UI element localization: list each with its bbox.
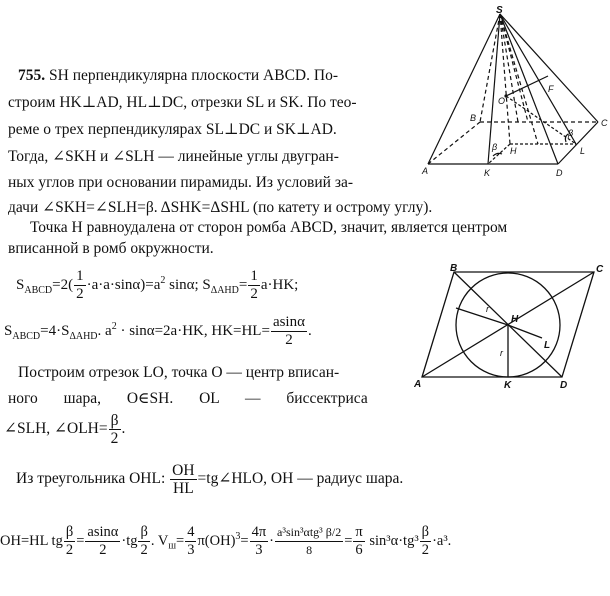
pyramid-figure	[418, 4, 608, 184]
svg-text:D: D	[556, 168, 563, 178]
svg-text:A: A	[414, 379, 422, 390]
fraction-oh-hl: $\frac{OH}{HL}$	[172, 462, 195, 497]
fraction-d: $\frac{4}{3}$	[187, 524, 195, 558]
formula-volume: OH=HL tg $\frac{\beta}{2}$ = $\frac{asin\alpha}{2}$ ·tg $\frac{\beta}{2}$ . $V_ш=$ $\frac{4}{3}$ π(OH)$^3$= $\frac{4\pi}{3}$ · $\frac{\text{a³sin³αtg³ β/2}}{8}$ = $\frac{\pi}{6}$ sin³α·tg³ $\frac{\beta}{2}$ ·a³.	[0, 524, 452, 558]
fraction-hk: $\frac{asin\alpha}{2}$	[272, 314, 305, 348]
svg-text:B: B	[470, 113, 477, 123]
para3-line-1: Построим отрезок LO, точка O — центр вписан-	[18, 364, 340, 381]
formula-area-1: $S_{ABCD}=2$( $\frac{1}{2}$ $\cdot a\cdot a\cdot\sin\alpha)=a^2$ sinα; $S_{\Delta AHD}=$ $\frac{1}{2}$ a·HK;	[16, 268, 299, 302]
fraction-half-2: $\frac{1}{2}$	[250, 268, 258, 302]
problem-line-5: ных углов при основании пирамиды. Из условий за-	[8, 174, 353, 191]
svg-text:H: H	[510, 146, 517, 156]
svg-text:K: K	[504, 380, 512, 391]
svg-text:S: S	[496, 5, 503, 16]
fraction-half-1: $\frac{1}{2}$	[76, 268, 84, 302]
problem-line-6: дачи ∠SKH=∠SLH=β. ΔSHK=ΔSHL (по катету и острому углу).	[8, 199, 433, 216]
problem-line-7: Точка H равноудалена от сторон ромба ABCD, значит, является центром	[30, 219, 508, 236]
svg-text:r: r	[486, 304, 489, 314]
para3-line-3: ∠SLH, ∠OLH= $\frac{\beta}{2}$ .	[4, 412, 126, 447]
problem-line-8: вписанной в ромб окружности.	[8, 240, 214, 257]
formula-area-2: $S_{ABCD}=4\cdot S_{\Delta AHD}$. $a^2 \cdot \sin\alpha=2a\cdot HK$, HK=HL= $\frac{asin\alpha}{2}$ .	[4, 314, 312, 348]
problem-line-2: строим HK⊥AD, HL⊥DC, отрезки SL и SK. По тео-	[8, 94, 357, 111]
svg-text:r: r	[500, 348, 503, 358]
problem-line-4: Тогда, ∠SKH и ∠SLH — линейные углы двугран-	[8, 148, 339, 165]
formula-triangle: Из треугольника OHL: $\frac{OH}{HL}$ =tg∠HLO, OH — радиус шара.	[16, 462, 404, 497]
problem-line-3: реме о трех перпендикулярах SL⊥DC и SK⊥AD.	[8, 121, 337, 138]
problem-line-1: 755. SH перпендикулярна плоскости ABCD. По-	[18, 67, 338, 84]
fraction-g: $\frac{\pi}{6}$	[355, 524, 363, 558]
svg-text:A: A	[422, 166, 429, 176]
rhombus-figure	[414, 262, 610, 392]
fraction-h: $\frac{\beta}{2}$	[421, 524, 430, 558]
fraction-a: $\frac{\beta}{2}$	[65, 524, 74, 558]
svg-text:K: K	[484, 168, 491, 178]
svg-text:β: β	[492, 142, 498, 152]
svg-text:C: C	[601, 118, 608, 128]
svg-text:D: D	[560, 380, 568, 391]
fraction-f: $\frac{\text{a³sin³αtg³ β/2}}{8}$	[277, 525, 342, 557]
svg-text:L: L	[544, 340, 551, 351]
svg-text:β: β	[568, 128, 574, 138]
fraction-beta-half: $\frac{\beta}{2}$	[110, 412, 119, 447]
svg-text:C: C	[596, 264, 604, 275]
svg-text:F: F	[548, 84, 554, 94]
svg-text:B: B	[450, 263, 458, 274]
fraction-b: $\frac{asin\alpha}{2}$	[87, 524, 119, 558]
svg-text:H: H	[511, 314, 519, 325]
problem-number: 755.	[18, 67, 46, 84]
svg-text:O: O	[498, 96, 506, 106]
fraction-e: $\frac{4\pi}{3}$	[251, 524, 267, 558]
fraction-c: $\frac{\beta}{2}$	[140, 524, 148, 558]
para3-line-2: ного шара, O∈SH. OL — биссектриса	[8, 390, 368, 407]
svg-text:L: L	[580, 146, 586, 156]
